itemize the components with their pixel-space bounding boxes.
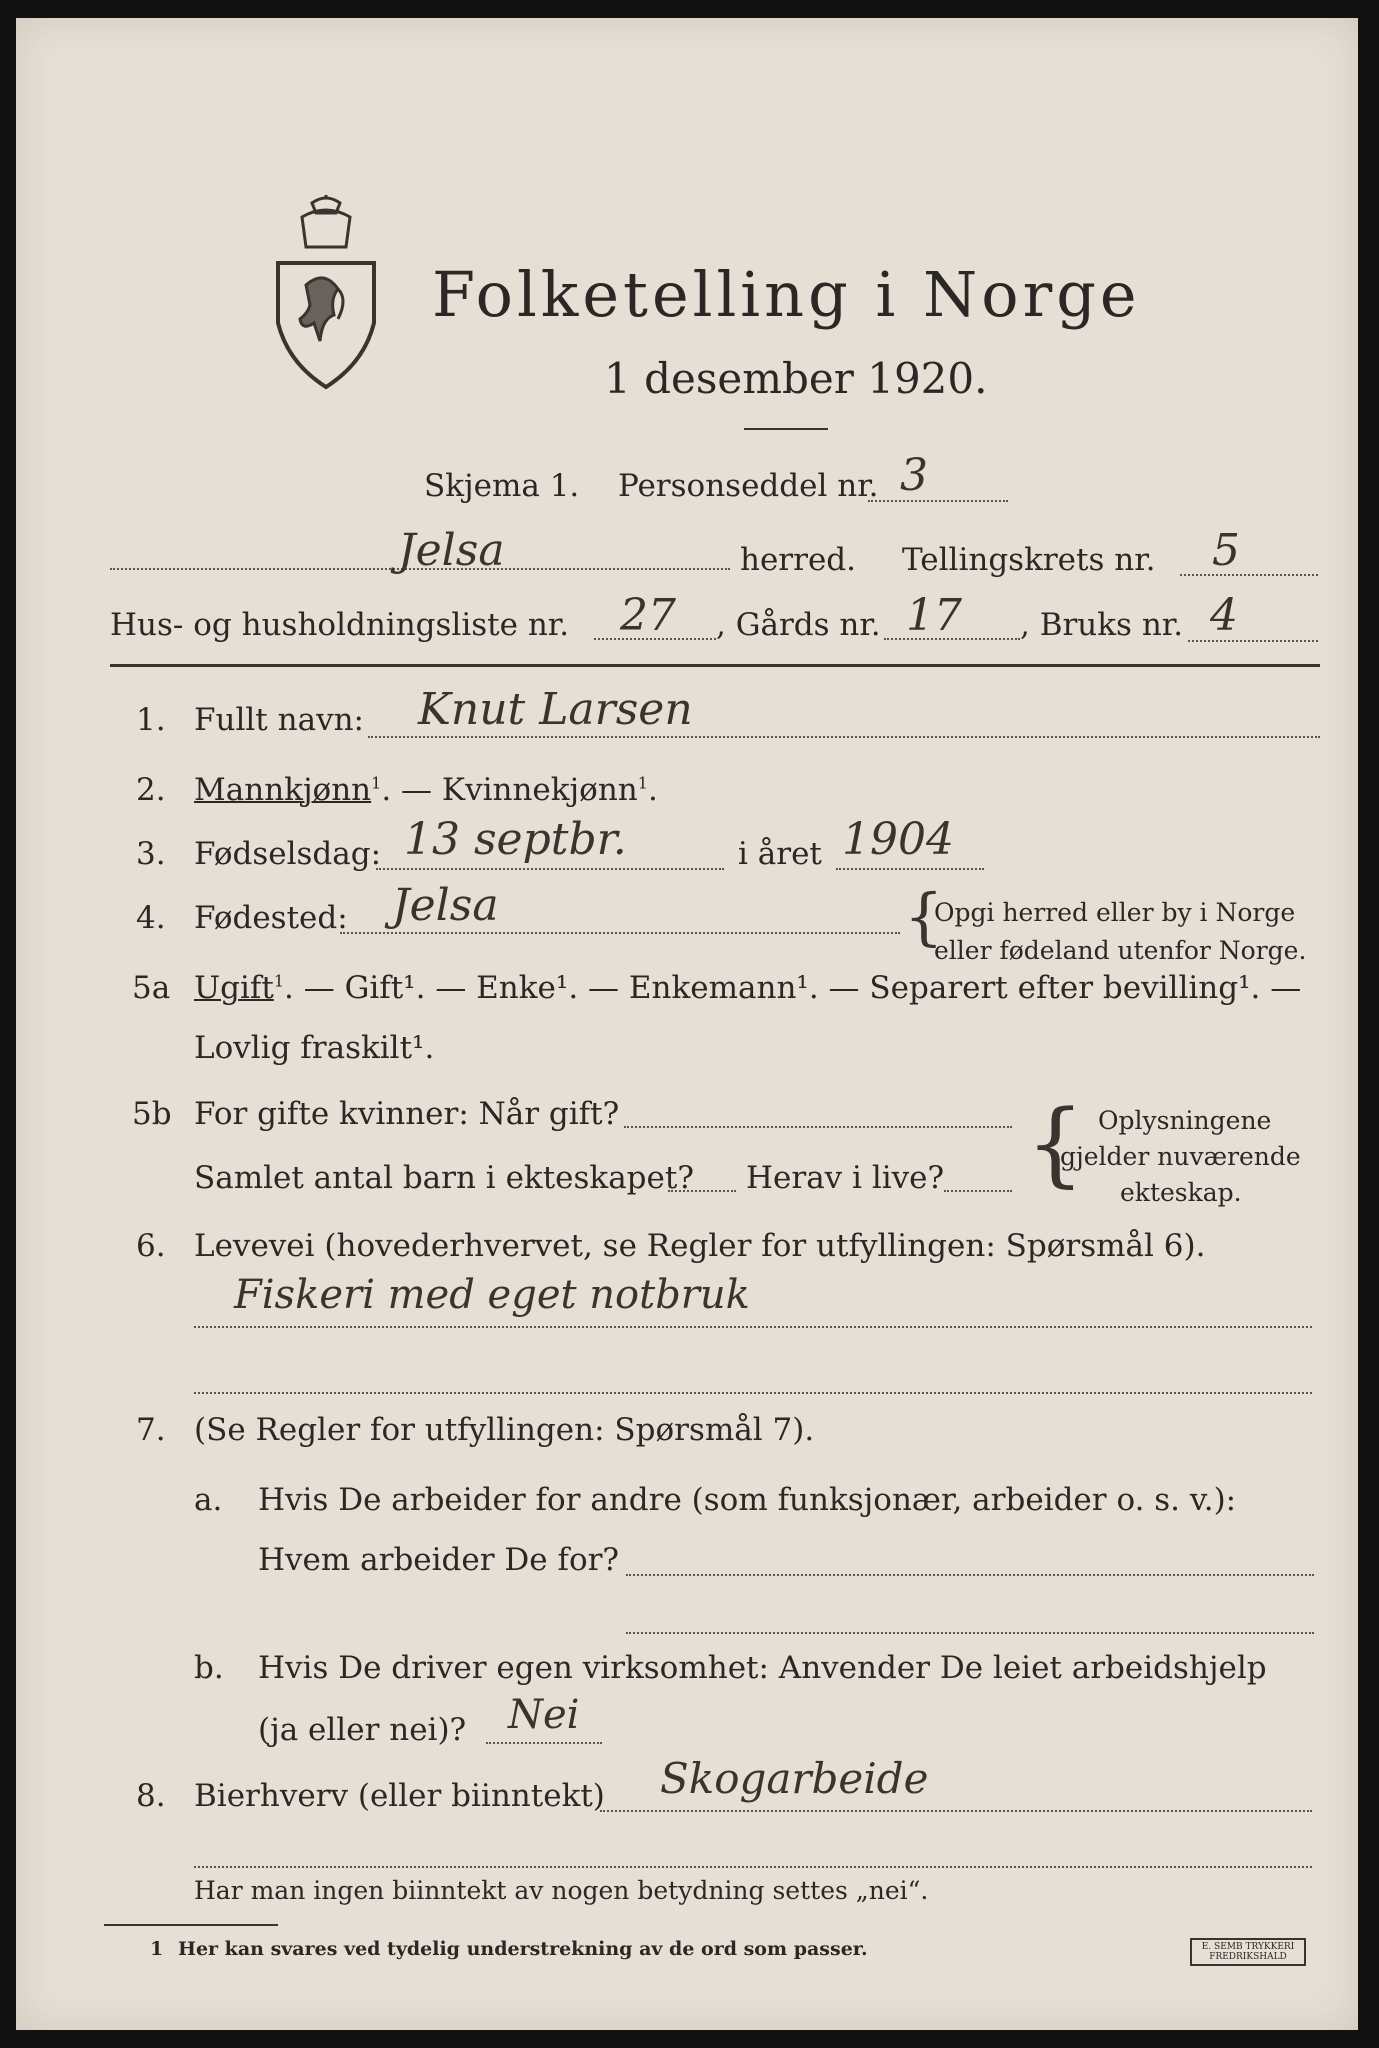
q4-label: Fødested: (194, 900, 348, 936)
stamp-line2: FREDRIKSHALD (1209, 1952, 1287, 1962)
gards-value: 17 (906, 590, 962, 641)
q5b-brace: { (1026, 1090, 1085, 1197)
footnote-mark: 1 (150, 1938, 164, 1960)
personseddel-label: Personseddel nr. (618, 468, 879, 504)
q7b-letter: b. (194, 1650, 224, 1686)
hus-label: Hus- og husholdningsliste nr. (110, 607, 570, 643)
q8-note: Har man ingen biinntekt av nogen betydning settes „nei“. (194, 1876, 929, 1905)
q6-number: 6. (136, 1228, 166, 1264)
side-occupation-value: Skogarbeide (660, 1754, 929, 1803)
q4-number: 4. (136, 900, 166, 936)
herred-value: Jelsa (398, 525, 505, 576)
q5b-line1: For gifte kvinner: Når gift? (194, 1096, 620, 1132)
gards-label: , Gårds nr. (716, 607, 881, 643)
bruks-value: 4 (1210, 590, 1238, 641)
birthdate-value: 13 septbr. (404, 814, 627, 865)
q2-number: 2. (136, 772, 166, 808)
gender-female-option: Kvinnekjønn (441, 772, 638, 808)
q1-number: 1. (136, 702, 166, 738)
q4-brace: { (904, 880, 944, 953)
q7-label: (Se Regler for utfyllingen: Spørsmål 7). (194, 1412, 815, 1448)
q7b-line1: Hvis De driver egen virksomhet: Anvender De leiet arbeidshjelp (258, 1650, 1267, 1686)
census-date: 1 desember 1920. (604, 354, 988, 403)
q4-note-line1: Opgi herred eller by i Norge (934, 898, 1296, 927)
tellingskrets-label: Tellingskrets nr. (902, 542, 1156, 578)
q5a-status-line: Ugift$^1$. — Gift¹. — Enke¹. — Enkemann¹. — Separert efter bevilling¹. — (194, 970, 1302, 1006)
birthplace-value: Jelsa (392, 880, 499, 931)
q1-label: Fullt navn: (194, 702, 364, 738)
q5a-line2: Lovlig fraskilt¹. (194, 1030, 435, 1066)
gender-male-option: Mannkjønn (194, 772, 372, 808)
q7a-line1: Hvis De arbeider for andre (som funksjonær, arbeider o. s. v.): (258, 1482, 1237, 1518)
q6-label: Levevei (hovederhvervet, se Regler for utfyllingen: Spørsmål 6). (194, 1228, 1206, 1264)
bruks-label: , Bruks nr. (1020, 607, 1184, 643)
status-ugift-option: Ugift (194, 970, 274, 1006)
herred-label: herred. (740, 542, 856, 578)
q4-note-line2: eller fødeland utenfor Norge. (934, 936, 1307, 965)
q8-label: Bierhverv (eller biinntekt) (194, 1778, 605, 1814)
occupation-value: Fiskeri med eget notbruk (234, 1272, 750, 1318)
hired-help-value: Nei (508, 1692, 580, 1738)
q3-number: 3. (136, 836, 166, 872)
q5b-line2: Samlet antal barn i ekteskapet? (194, 1160, 694, 1196)
hus-value: 27 (620, 590, 676, 641)
q2-gender-line: Mannkjønn$^1$. — Kvinnekjønn$^1$. (194, 772, 658, 808)
q5b-herav: Herav i live? (746, 1160, 945, 1196)
birth-year-value: 1904 (842, 814, 954, 865)
skjema-label: Skjema 1. (424, 468, 580, 504)
q7a-line2: Hvem arbeider De for? (258, 1542, 620, 1578)
q8-number: 8. (136, 1778, 166, 1814)
footnote-text: Her kan svares ved tydelig understrekning av de ord som passer. (178, 1938, 868, 1960)
q3-label: Fødselsdag: (194, 836, 382, 872)
tellingskrets-value: 5 (1212, 525, 1240, 576)
personseddel-value: 3 (900, 450, 928, 501)
q7-number: 7. (136, 1412, 166, 1448)
q7a-letter: a. (194, 1482, 223, 1518)
stamp-line1: E. SEMB TRYKKERI (1201, 1942, 1295, 1952)
printer-stamp (1190, 1938, 1306, 1966)
full-name-value: Knut Larsen (418, 684, 693, 735)
q5b-note-line2: gjelder nuværende (1060, 1142, 1301, 1171)
q5b-note-line3: ekteskap. (1120, 1178, 1242, 1207)
q5a-number: 5a (132, 970, 171, 1006)
norway-coat-of-arms-icon (272, 195, 380, 390)
q7b-line2: (ja eller nei)? (258, 1712, 467, 1748)
q5b-number: 5b (132, 1096, 172, 1132)
year-label: i året (738, 836, 822, 872)
form-title: Folketelling i Norge (432, 258, 1141, 331)
q5b-note-line1: Oplysningene (1098, 1106, 1272, 1135)
